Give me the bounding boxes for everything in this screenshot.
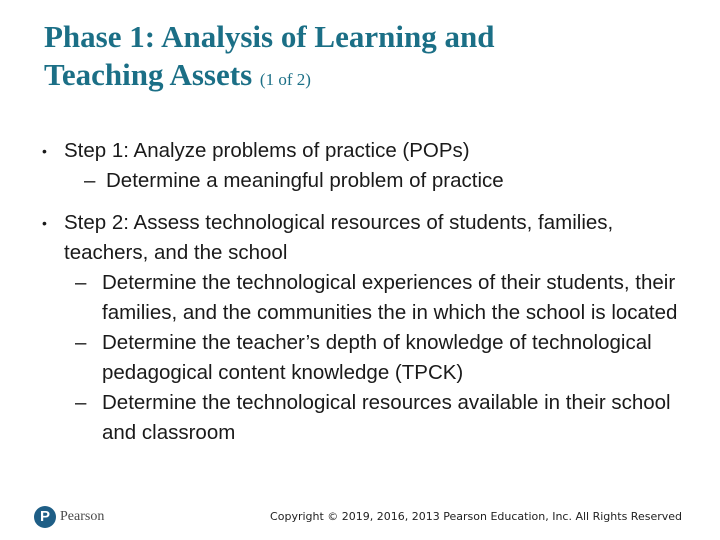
bullet-text: Step 1: Analyze problems of practice (POPs) [64, 139, 470, 162]
title-line-2-text: Teaching Assets [44, 57, 253, 92]
title-line-2 [44, 56, 684, 99]
bullet-text: Step 2: Assess technological resources of students, families, teachers, and the school [64, 211, 614, 264]
slide-body [42, 136, 702, 448]
slide-title [44, 18, 684, 99]
sub-dash: – [75, 331, 87, 354]
pearson-logo-text: Pearson [60, 509, 105, 524]
sub-item [42, 388, 702, 448]
footer [0, 500, 720, 536]
pearson-logo [34, 506, 104, 528]
pearson-logo-icon: P [34, 506, 56, 528]
sub-item-text: Determine a meaningful problem of practice [106, 169, 504, 192]
sub-item [42, 268, 702, 328]
sub-item-text: Determine the technological experiences of their students, their families, and the communities the in which the school is located [102, 271, 678, 324]
bullet-item [42, 136, 702, 166]
title-line-1: Phase 1: Analysis of Learning and [44, 19, 495, 54]
title-part-indicator: (1 of 2) [259, 70, 311, 89]
bullet-dot: • [42, 143, 47, 159]
sub-item [42, 166, 702, 196]
sub-item [42, 328, 702, 388]
bullet-item [42, 208, 702, 268]
sub-dash: – [84, 169, 96, 192]
sub-dash: – [75, 391, 87, 414]
sub-item-text: Determine the technological resources available in their school and classroom [102, 391, 671, 444]
copyright-text: Copyright © 2019, 2016, 2013 Pearson Education, Inc. All Rights Reserved [270, 510, 682, 523]
sub-dash: – [75, 271, 87, 294]
sub-item-text: Determine the teacher’s depth of knowledge of technological pedagogical content knowledge (TPCK) [102, 331, 652, 384]
bullet-dot: • [42, 215, 47, 231]
